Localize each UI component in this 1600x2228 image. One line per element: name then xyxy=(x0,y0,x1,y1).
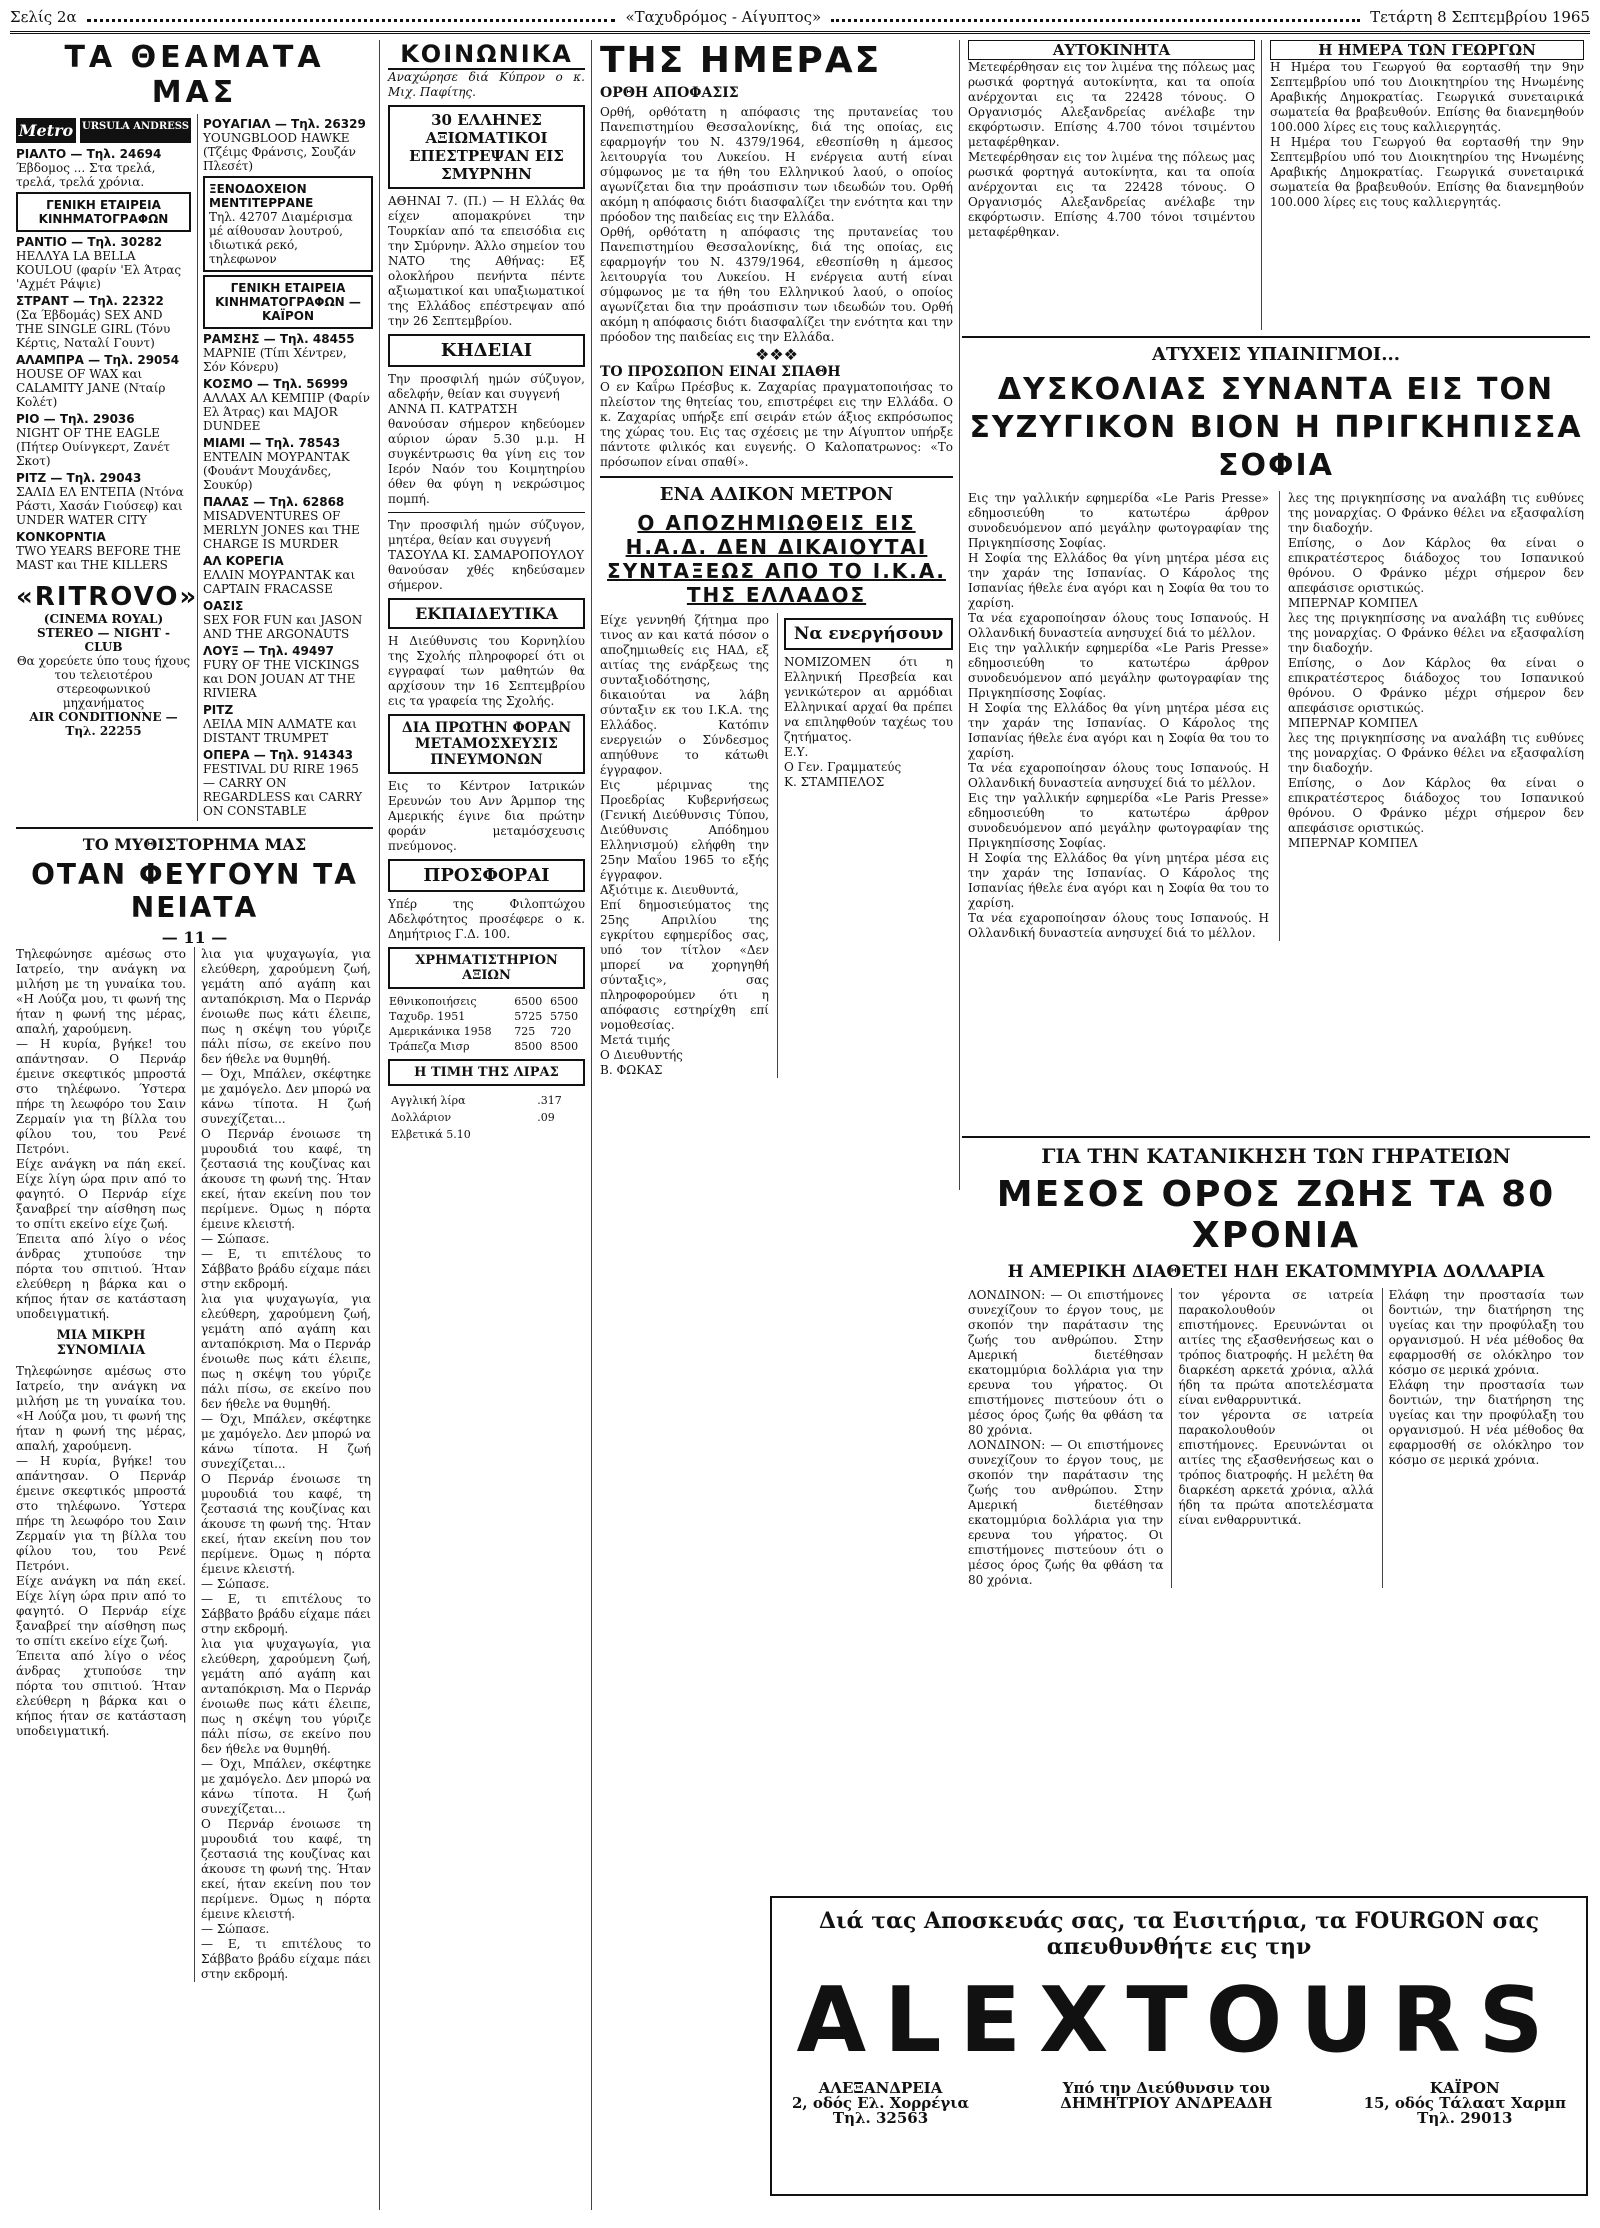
listing: ΡΟΥΑΓΙΑΛ — Τηλ. 26329 YOUNGBLOOD HAWKE (Τζέιμς Φράνσις, Σουζάν Πλεσέτ) xyxy=(203,117,366,173)
old-age-article: ΓΙΑ ΤΗΝ ΚΑΤΑΝΙΚΗΣΗ ΤΩΝ ΓΗΡΑΤΕΙΩΝ ΜΕΣΟΣ ΟΡΟΣ ΖΩΗΣ ΤΑ 80 ΧΡΟΝΙΑ Η ΑΜΕΡΙΚΗ ΔΙΑΘΕΤΕΙ ΗΔΗ ΕΚΑΤΟΜΜΥΡΙΑ ΔΟΛΛΑΡΙΑ ΛΟΝΔΙΝΟΝ: — Οι επιστήμονες συνεχίζουν το έργον τους, με σκοπόν την παράτασιν της ζωής του ανθρώπου. Στην Αμερική διετέθησαν εκατομμύρια δολλάρια για την ερευνα του γήρατος. Οι επιστήμονες πιστεύουν ότι ο μέσος όρος ζωής θα φθάση τα 80 χρόνια. ΛΟΝΔΙΝΟΝ: — Οι επιστήμονες συνεχίζουν το έργον τους, με σκοπόν την παράτασιν της ζωής του ανθρώπου. Στην Αμερική διετέθησαν εκατομμύρια δολλάρια για την ερευνα του γήρατος. Οι επιστήμονες πιστεύουν ότι ο μέσος όρος ζωής θα φθάση τα 80 χρόνια. τον γέροντα σε ιατρεία παρακολουθούν οι επιστήμονες. Ερευνώνται οι αιτίες της εξασθενήσεως και ο τρόπος διατροφής. Η μελέτη θα διαρκέση αρκετά χρόνια, αλλά ήδη τα πρώτα αποτελέσματα είναι ενθαρρυντικά. τον γέροντα σε ιατρεία παρακολουθούν οι επιστήμονες. Ερευνώνται οι αιτίες της εξασθενήσεως και ο τρόπος διατροφής. Η μελέτη θα διαρκέση αρκετά χρόνια, αλλά ήδη τα πρώτα αποτελέσματα είναι ενθαρρυντικά. Ελάφη την προστασία των δοντιών, την διατήρηση της υγείας και την προφύλαξη του οργανισμού. Η νέα μέθοδος θα εφαρμοσθή σε ολόκληρο τον κόσμο σε μερικά χρόνια. Ελάφη την προστασία των δοντιών, την διατήρηση της υγείας και την προφύλαξη του οργανισμού. Η νέα μέθοδος θα εφαρμοσθή σε ολόκληρο τον κόσμο σε μερικά χρόνια. xyxy=(962,1136,1590,1676)
listing: ΣΤΡΑΝΤ — Τηλ. 22322 (Σα Έβδομάς) SEX AND THE SINGLE GIRL (Τόνυ Κέρτις, Ναταλί Γουντ) xyxy=(16,294,171,350)
prosfora-box: ΠΡΟΣΦΟΡΑΙ xyxy=(388,859,585,892)
column-georgiou: Η ΗΜΕΡΑ ΤΩΝ ΓΕΩΡΓΩΝ Η Ημέρα του Γεωργού θα εορτασθή την 9ην Σεπτεμβρίου υπό του Διοικητηρίου της Ηνωμένης Αραβικής Δημοκρατίας. Γεωργικά συνεταιρικά σωματεία θα βραβευθούν. Επίσης θα διανεμηθούν 100.000 λίρες εις τους καλλιεργητάς. Η Ημέρα του Γεωργού θα εορτασθή την 9ην Σεπτεμβρίου υπό του Διοικητηρίου της Ηνωμένης Αραβικής Δημοκρατίας. Γεωργικά συνεταιρικά σωματεία θα βραβευθούν. Επίσης θα διανεμηθούν 100.000 λίρες εις τους καλλιεργητάς. xyxy=(1270,41,1588,209)
listing: ΑΛ ΚΟΡΕΓΙΑ ΕΛΛΙΝ ΜΟΥΡΑΝΤΑΚ και CAPTAIN FRACASSE xyxy=(203,554,356,596)
listing: ΚΟΝΚΟΡΝΤΙΑ TWO YEARS BEFORE THE MAST και THE KILLERS xyxy=(16,530,181,572)
alextours-addresses: ΑΛΕΞΑΝΔΡΕΙΑ 2, οδός Ελ. Χορρέγια Τηλ. 32563 Υπό την Διεύθυνσιν του ΔΗΜΗΤΡΙΟΥ ΑΝΔΡΕΑΔΗ ΚΑΪΡΟΝ 15, οδός Τάλαατ Χαρμπ Τηλ. 29013 xyxy=(792,2079,1566,2127)
table-row: Δολλάριον .09 xyxy=(391,1111,555,1124)
listing: ΡΑΝΤΙΟ — Τηλ. 30282 ΗΕΛΛΥΑ LA BELLA KOULOU (φαρίν 'Ελ Άτρας 'Αχμέτ Ράψιε) xyxy=(16,235,182,291)
table-row: Εθνικοποιήσεις 6500 6500 xyxy=(389,995,579,1008)
novel-title: ΟΤΑΝ ΦΕΥΓΟΥΝ ΤΑ ΝΕΙΑΤΑ xyxy=(31,858,358,924)
hmeras-col-2: Να ενεργήσουν ΝΟΜΙΖΟΜΕΝ ότι η Ελληνική Πρεσβεία και γενικώτερον αι αρμόδιαι Ελληνικαί αρχαί θα πρέπει να επιληφθούν ταχέως του ζητήματος. Ε.Υ. Ο Γεν. Γραμματεύς Κ. ΣΤΑΜΠΕΛΟΣ xyxy=(777,613,953,1078)
listings-left xyxy=(16,114,199,821)
novel-subhead: ΜΙΑ ΜΙΚΡΗ ΣΥΝΟΜΙΛΙΑ xyxy=(56,1328,146,1358)
alextours-logo: ALEXTOURS xyxy=(796,1968,1562,2073)
table-row: Τράπεζα Μισρ 8500 8500 xyxy=(389,1040,579,1053)
divider xyxy=(16,827,373,829)
newspaper-page xyxy=(10,6,1590,2211)
listing: ΡΑΜΣΗΣ — Τηλ. 48455 ΜΑΡΝΙΕ (Τίπι Χέντρεν, Σόν Κόνερυ) xyxy=(203,332,355,374)
table-row: Αμερικάνικα 1958 725 720 xyxy=(389,1025,572,1038)
novel-col-1: Τηλεφώνησε αμέσως στο Ιατρείο, την ανάγκη να μιλήση με τη γυναίκα του. «Η Λούζα μου, τι φωνή της ήταν η φωνή της μέρας, απαλή, χαρούμενη. — Η κυρία, βγήκε! του απάντησαν. Ο Περνάρ έμεινε σκεφτικός μπροστά στο τηλέφωνο. Ύστερα πήρε τη λεωφόρο του Σαιν Ζερμαίν για τη βίλλα του φίλου του, του Ρενέ Πετρόνι. Είχε ανάγκη να πάη εκεί. Είχε λίγη ώρα πριν από το φαγητό. Ο Περνάρ είχε ξαναβρεί την αίσθηση πως το σπίτι εκείνο είχε ζωή. Έπειτα από λίγο ο νέος άνδρας χτυπούσε την πόρτα του σπιτιού. Ήταν ελεύθερη η βάρκα και ο κήπος ήταν σε κατάσταση υποδειγματική. ΜΙΑ ΜΙΚΡΗ ΣΥΝΟΜΙΛΙΑ Τηλεφώνησε αμέσως στο Ιατρείο, την ανάγκη να μιλήση με τη γυναίκα του. «Η Λούζα μου, τι φωνή της ήταν η φωνή της μέρας, απαλή, χαρούμενη. — Η κυρία, βγήκε! του απάντησαν. Ο Περνάρ έμεινε σκεφτικός μπροστά στο τηλέφωνο. Ύστερα πήρε τη λεωφόρο του Σαιν Ζερμαίν για τη βίλλα του φίλου του, του Ρενέ Πετρόνι. Είχε ανάγκη να πάη εκεί. Είχε λίγη ώρα πριν από το φαγητό. Ο Περνάρ είχε ξαναβρεί την αίσθηση πως το σπίτι εκείνο είχε ζωή. Έπειτα από λίγο ο νέος άνδρας χτυπούσε την πόρτα του σπιτιού. Ήταν ελεύθερη η βάρκα και ο κήπος ήταν σε κατάσταση υποδειγματική. xyxy=(16,947,186,1738)
column-hmeras: ΤΗΣ ΗΜΕΡΑΣ ΟΡΘΗ ΑΠΟΦΑΣΙΣ Ορθή, ορθότατη η απόφασις της πρυτανείας του Πανεπιστημίου Θεσσαλονίκης, διά της οποίας, εις εφαρμογήν του Ν. 4379/1964, εθεσπίσθη η άμεσος λειτουργία του Λυκείου. Η ενέργεια αυτή είναι σύμφωνος με τα ήθη του Ελληνικού λαού, ο οποίος αγωνίζεται δια την προάσπισιν των ιδεωδών του. Ορθή ακόμη η απόφασις διότι διασφαλίζει την ενότητα και την πρόοδον της παιδείας εις την Ελλάδα. Ορθή, ορθότατη η απόφασις της πρυτανείας του Πανεπιστημίου Θεσσαλονίκης, διά της οποίας, εις εφαρμογήν του Ν. 4379/1964, εθεσπίσθη η άμεσος λειτουργία του Λυκείου. Η ενέργεια αυτή είναι σύμφωνος με τα ήθη του Ελληνικού λαού, ο οποίος αγωνίζεται δια την προάσπισιν των ιδεωδών του. Ορθή ακόμη η απόφασις διότι διασφαλίζει την ενότητα και την πρόοδον της παιδείας εις την Ελλάδα. ❖❖❖ ΤΟ ΠΡΟΣΩΠΟΝ ΕΙΝΑΙ ΣΠΑΘΗ Ο εν Καΐρω Πρέσβυς κ. Ζαχαρίας πραγματοποιήσας το πλείστον της θητείας του, επιστρέφει εις την Ελλάδα. Ο κ. Ζαχαρίας υπήρξε επί σειράν ετών άξιος εκπρόσωπος της χώρας του. Εις τας σχέσεις με την Αίγυπτον υπήρξε πάντοτε φιλικός και ευγενής. Ο Καλοπατρωνος: «Το πρόσωπον είναι σπαθί». ΕΝΑ ΑΔΙΚΟΝ ΜΕΤΡΟΝ Ο ΑΠΟΖΗΜΙΩΘΕΙΣ ΕΙΣ Η.Α.Δ. ΔΕΝ ΔΙΚΑΙΟΥΤΑΙ ΣΥΝΤΑΞΕΩΣ ΑΠΟ ΤΟ Ι.Κ.Α. ΤΗΣ ΕΛΛΑΔΟΣ Είχε γεννηθή ζήτημα προ τινος αν και κατά πόσον ο αποζημιωθείς εις ΗΑΔ, εξ αιτίας της ενάρξεως της συνταξιοδότησης, δικαιούται να λάβη σύνταξιν εκ του Ι.Κ.Α. της Ελλάδος. Κατόπιν ενεργειών ο Σύνδεσμος απηύθυνε το κάτωθι έγγραφον. Εις μέριμνας της Προεδρίας Κυβερνήσεως (Γενική Διεύθυνσις Τύπου, Διεύθυνσις Απόδημου Ελληνισμού) ελήφθη την 25ην Μαΐου 1965 το εξής έγγραφον. Αξιότιμε κ. Διευθυντά, Επί δημοσιεύματος της 25ης Απριλίου της εγκρίτου εφημερίδος σας, υπό τον τίτλον «Δεν μπορεί να χορηγηθή σύνταξις», σας πληροφορούμεν ότι η απόφασις εστηρίχθη επί νομοθεσίας. Μετά τιμής Ο Διευθυντής Β. ΦΩΚΑΣ Να ενεργήσουν ΝΟΜΙΖΟΜΕΝ ότι η Ελληνική Πρεσβεία και γενικώτερον αι αρμόδιαι Ελληνικαί αρχαί θα πρέπει να επιληφθούν ταχέως του ζητήματος. Ε.Υ. Ο Γεν. Γραμματεύς Κ. ΣΤΑΜΠΕΛΟΣ xyxy=(594,40,960,1190)
hmeras-body: Είχε γεννηθή ζήτημα προ τινος αν και κατά πόσον ο αποζημιωθείς εις ΗΑΔ, εξ αιτίας της ενάρξεως της συνταξιοδότησης, δικαιούται να λάβη σύνταξιν εκ του Ι.Κ.Α. της Ελλάδος. Κατόπιν ενεργειών ο Σύνδεσμος απηύθυνε το κάτωθι έγγραφον. Εις μέριμνας της Προεδρίας Κυβερνήσεως (Γενική Διεύθυνσις Τύπου, Διεύθυνσις Απόδημου Ελληνισμού) ελήφθη την 25ην Μαΐου 1965 το εξής έγγραφον. Αξιότιμε κ. Διευθυντά, Επί δημοσιεύματος της 25ης Απριλίου της εγκρίτου εφημερίδος σας, υπό τον τίτλον «Δεν μπορεί να χορηγηθή σύνταξις», σας πληροφορούμεν ότι η απόφασις εστηρίχθη επί νομοθεσίας. Μετά τιμής Ο Διευθυντής Β. ΦΩΚΑΣ Να ενεργήσουν ΝΟΜΙΖΟΜΕΝ ότι η Ελληνική Πρεσβεία και γενικώτερον αι αρμόδιαι Ελληνικαί αρχαί θα πρέπει να επιληφθούν ταχέως του ζητήματος. Ε.Υ. Ο Γεν. Γραμματεύς Κ. ΣΤΑΜΠΕΛΟΣ xyxy=(600,613,953,1077)
lira-box: Η ΤΙΜΗ ΤΗΣ ΛΙΡΑΣ xyxy=(388,1059,585,1086)
old-age-body: ΛΟΝΔΙΝΟΝ: — Οι επιστήμονες συνεχίζουν το έργον τους, με σκοπόν την παράτασιν της ζωής του ανθρώπου. Στην Αμερική διετέθησαν εκατομμύρια δολλάρια για την ερευνα του γήρατος. Οι επιστήμονες πιστεύουν ότι ο μέσος όρος ζωής θα φθάση τα 80 χρόνια. ΛΟΝΔΙΝΟΝ: — Οι επιστήμονες συνεχίζουν το έργον τους, με σκοπόν την παράτασιν της ζωής του ανθρώπου. Στην Αμερική διετέθησαν εκατομμύρια δολλάρια για την ερευνα του γήρατος. Οι επιστήμονες πιστεύουν ότι ο μέσος όρος ζωής θα φθάση τα 80 χρόνια. τον γέροντα σε ιατρεία παρακολουθούν οι επιστήμονες. Ερευνώνται οι αιτίες της εξασθενήσεως και ο τρόπος διατροφής. Η μελέτη θα διαρκέση αρκετά χρόνια, αλλά ήδη τα πρώτα αποτελέσματα είναι ενθαρρυντικά. τον γέροντα σε ιατρεία παρακολουθούν οι επιστήμονες. Ερευνώνται οι αιτίες της εξασθενήσεως και ο τρόπος διατροφής. Η μελέτη θα διαρκέση αρκετά χρόνια, αλλά ήδη τα πρώτα αποτελέσματα είναι ενθαρρυντικά. Ελάφη την προστασία των δοντιών, την διατήρηση της υγείας και την προφύλαξη του οργανισμού. Η νέα μέθοδος θα εφαρμοσθή σε ολόκληρο τον κόσμο σε μερικά χρόνια. Ελάφη την προστασία των δοντιών, την διατήρηση της υγείας και την προφύλαξη του οργανισμού. Η νέα μέθοδος θα εφαρμοσθή σε ολόκληρο τον κόσμο σε μερικά χρόνια. xyxy=(968,1288,1588,1587)
listing: ΑΛΑΜΠΡΑ — Τηλ. 29054 HOUSE OF WAX και CALAMITY JANE (Νταίρ Κολέτ) xyxy=(16,353,180,409)
theamata-title: ΤΑ ΘΕΑΜΑΤΑ ΜΑΣ xyxy=(64,40,325,110)
listing: ΡΙΤΖ — Τηλ. 29043 ΣΑΛΙΔ ΕΛ ΕΝΤΕΠΑ (Ντόνα Ράστι, Χασάν Γιούσεφ) και UNDER WATER CITY xyxy=(16,471,184,527)
table-row: Ταχυδρ. 1951 5725 5750 xyxy=(389,1010,579,1023)
listings-wrap xyxy=(16,114,373,821)
column-theamata xyxy=(10,40,380,2210)
hmeras-title: ΤΗΣ ΗΜΕΡΑΣ xyxy=(600,40,882,81)
koinonika-title: ΚΟΙΝΩΝΙΚΑ xyxy=(388,40,585,70)
listing: ΟΠΕΡΑ — Τηλ. 914343 FESTIVAL DU RIRE 1965 — CARRY ON REGARDLESS και CARRY ON CONSTABLE xyxy=(203,748,363,818)
page-header xyxy=(10,6,1590,34)
masthead: «Ταχυδρόμος - Αίγυπτος» xyxy=(625,8,822,26)
bourse-table xyxy=(388,994,585,1054)
listing: ΚΟΣΜΟ — Τηλ. 56999 ΑΛΛΑΧ ΑΛ ΚΕΜΠΙΡ (Φαρίν Ελ Άτρας) και MAJOR DUNDEE xyxy=(203,377,370,433)
column-koinonika: ΚΟΙΝΩΝΙΚΑ Αναχώρησε διά Κύπρον ο κ. Μιχ. Παφίτης. 30 ΕΛΛΗΝΕΣ ΑΞΙΩΜΑΤΙΚΟΙ ΕΠΕΣΤΡΕΨΑΝ ΕΙΣ ΣΜΥΡΝΗΝ ΑΘΗΝΑΙ 7. (Π.) — Η Ελλάς θα είχεν απομακρύνει την Τουρκίαν από τα επεισόδια εις την Σμύρνην. Άλλο σημείον του ΝΑΤΟ της Αθήνας: Εξ ολοκλήρου πενήντα πέντε αξιωματικοί και υπαξιωματικοί της Ελλάδος επέστρεψαν από την 26 Σεπτεμβρίου. ΚΗΔΕΙΑΙ Την προσφιλή ημών σύζυγον, αδελφήν, θείαν και συγγενή ΑΝΝΑ Π. ΚΑΤΡΑΤΣΗ θανούσαν σήμερον κηδεύομεν αύριον ώραν 5.30 μ.μ. Η συγκέντρωσις θα γίνη εις τον Ιερόν Ναόν του Κοιμητηρίου όθεν θα φύγη η νεκρώσιμος πομπή. Την προσφιλή ημών σύζυγον, μητέρα, θείαν και συγγενή ΤΑΣΟΥΛΑ ΚΙ. ΣΑΜΑΡΟΠΟΥΛΟΥ θανούσαν χθές κηδεύσαμεν σήμερον. ΕΚΠΑΙΔΕΥΤΙΚΑ Η Διεύθυνσις του Κορνηλίου της Σχολής πληροφορεί ότι οι εγγραφαί των μαθητών θα αρχίσουν την 16 Σεπτεμβρίου εις τα γραφεία της Σχολής. ΔΙΑ ΠΡΩΤΗΝ ΦΟΡΑΝ ΜΕΤΑΜΟΣΧΕΥΣΙΣ ΠΝΕΥΜΟΝΩΝ Εις το Κέντρον Ιατρικών Ερευνών του Ανν Άρμπορ της Αμερικής έγινε δια πρώτην φοράν μεταμόσχευσις πνεύμονος. ΠΡΟΣΦΟΡΑΙ Υπέρ της Φιλοπτώχου Αδελφότητος προσέφερε ο κ. Δημήτριος Γ.Δ. 100. ΧΡΗΜΑΤΙΣΤΗΡΙΟΝ ΑΞΙΩΝ Εθνικοποιήσεις 6500 6500 Ταχυδρ. 1951 5725 5750 Αμερικάνικα 1958 725 720 Τράπεζα Μισρ 8500 8500 Η ΤΙΜΗ ΤΗΣ ΛΙΡΑΣ Αγγλική λίρα .317 Δολλάριον .09 Ελβετικά 5.10 xyxy=(382,40,592,2210)
officers-box: 30 ΕΛΛΗΝΕΣ ΑΞΙΩΜΑΤΙΚΟΙ ΕΠΕΣΤΡΕΨΑΝ ΕΙΣ ΣΜΥΡΝΗΝ xyxy=(388,105,585,189)
listing: ΛΟΥΞ — Τηλ. 49497 FURY OF THE VICKINGS και DON JOUAN AT THE RIVIERA xyxy=(203,644,360,700)
listing: ΡΙΑΛΤΟ — Τηλ. 24694 Έβδομος ... Στα τρελά, τρελά, τρελά χρόνια. xyxy=(16,147,162,189)
listing: ΡΙΟ — Τηλ. 29036 NIGHT OF THE EAGLE (Πήτερ Ουίνγκερτ, Ζανέτ Σκοτ) xyxy=(16,412,170,468)
pneumonon-box: ΔΙΑ ΠΡΩΤΗΝ ΦΟΡΑΝ ΜΕΤΑΜΟΣΧΕΥΣΙΣ ΠΝΕΥΜΟΝΩΝ xyxy=(388,714,585,774)
divider xyxy=(600,476,953,478)
listing-company: ΓΕΝΙΚΗ ΕΤΑΙΡΕΙΑ ΚΙΝΗΜΑΤΟΓΡΑΦΩΝ xyxy=(16,192,191,232)
table-row: Ελβετικά 5.10 xyxy=(391,1128,471,1141)
hotel-ad: ΞΕΝΟΔΟΧΕΙΟΝ ΜΕΝΤΙΤΕΡΡΑΝΕ Τηλ. 42707 Διαμέρισμα μέ αίθουσαν λουτρού, ιδιωτικά ρεκό, τηλεφωνον xyxy=(203,176,373,272)
kideiai-box: ΚΗΔΕΙΑΙ xyxy=(388,334,585,367)
page-number: Σελίς 2α xyxy=(10,8,77,26)
ornament: ❖❖❖ xyxy=(754,345,799,364)
poster-badge: URSULA ANDRESS xyxy=(80,118,191,143)
issue-date: Τετάρτη 8 Σεπτεμβρίου 1965 xyxy=(1370,8,1591,26)
column-autokinita: ΑΥΤΟΚΙΝΗΤΑ Μετεφέρθησαν εις τον λιμένα της πόλεως μας ρωσικά φορτηγά αυτοκίνητα, και τα οποία ανέρχονται εις τα 22428 τόνους. Ο Οργανισμός Αλεξανδρείας ανέλαβε την εκφόρτωσιν. Επίσης 4.700 τόνοι τσιμέντου μεταφέρθηκαν. Μετεφέρθησαν εις τον λιμένα της πόλεως μας ρωσικά φορτηγά αυτοκίνητα, και τα οποία ανέρχονται εις τα 22428 τόνους. Ο Οργανισμός Αλεξανδρείας ανέλαβε την εκφόρτωσιν. Επίσης 4.700 τόνοι τσιμέντου μεταφέρθηκαν. xyxy=(962,40,1262,330)
listings-right xyxy=(197,114,373,821)
sofia-article: ΑΤΥΧΕΙΣ ΥΠΑΙΝΙΓΜΟΙ... ΔΥΣΚΟΛΙΑΣ ΣΥΝΑΝΤΑ ΕΙΣ ΤΟΝ ΣΥΖΥΓΙΚΟΝ ΒΙΟΝ Η ΠΡΙΓΚΗΠΙΣΣΑ ΣΟΦΙΑ Εις την γαλλικήν εφημερίδα «Le Paris Presse» εδημοσιεύθη το κατωτέρω άρθρον συνοδευόμενον από μεγάλην φωτογραφίαν της Πριγκηπίσσης Σοφίας. Η Σοφία της Ελλάδος θα γίνη μητέρα μέσα εις την χαράν της Ισπανίας. Ο Κάρολος της Ισπανίας ήθελε ένα αγόρι και η Σοφία θα του το χαρίση. Τα νέα εχαροποίησαν όλους τους Ισπανούς. Η Ολλανδική δυναστεία ανησυχεί διά το μέλλον. Εις την γαλλικήν εφημερίδα «Le Paris Presse» εδημοσιεύθη το κατωτέρω άρθρον συνοδευόμενον από μεγάλην φωτογραφίαν της Πριγκηπίσσης Σοφίας. Η Σοφία της Ελλάδος θα γίνη μητέρα μέσα εις την χαράν της Ισπανίας. Ο Κάρολος της Ισπανίας ήθελε ένα αγόρι και η Σοφία θα του το χαρίση. Τα νέα εχαροποίησαν όλους τους Ισπανούς. Η Ολλανδική δυναστεία ανησυχεί διά το μέλλον. Εις την γαλλικήν εφημερίδα «Le Paris Presse» εδημοσιεύθη το κατωτέρω άρθρον συνοδευόμενον από μεγάλην φωτογραφίαν της Πριγκηπίσσης Σοφίας. Η Σοφία της Ελλάδος θα γίνη μητέρα μέσα εις την χαράν της Ισπανίας. Ο Κάρολος της Ισπανίας ήθελε ένα αγόρι και η Σοφία θα του το χαρίση. Τα νέα εχαροποίησαν όλους τους Ισπανούς. Η Ολλανδική δυναστεία ανησυχεί διά το μέλλον. λες της πριγκηπίσσης να αναλάβη τις ευθύνες της μοναρχίας. Ο Φράνκο θέλει να εξασφαλίση την διαδοχήν. Επίσης, ο Δον Κάρλος θα είναι ο επικρατέστερος διάδοχος του Ισπανικού θρόνου. Ο Φράνκο μέχρι σήμερον δεν απεφάσισε οριστικώς. ΜΠΕΡΝΑΡ ΚΟΜΠΕΛ λες της πριγκηπίσσης να αναλάβη τις ευθύνες της μοναρχίας. Ο Φράνκο θέλει να εξασφαλίση την διαδοχήν. Επίσης, ο Δον Κάρλος θα είναι ο επικρατέστερος διάδοχος του Ισπανικού θρόνου. Ο Φράνκο μέχρι σήμερον δεν απεφάσισε οριστικώς. ΜΠΕΡΝΑΡ ΚΟΜΠΕΛ λες της πριγκηπίσσης να αναλάβη τις ευθύνες της μοναρχίας. Ο Φράνκο θέλει να εξασφαλίση την διαδοχήν. Επίσης, ο Δον Κάρλος θα είναι ο επικρατέστερος διάδοχος του Ισπανικού θρόνου. Ο Φράνκο μέχρι σήμερον δεν απεφάσισε οριστικώς. ΜΠΕΡΝΑΡ ΚΟΜΠΕΛ xyxy=(962,336,1590,1126)
header-rule xyxy=(831,13,1360,22)
table-row: Αγγλική λίρα .317 xyxy=(391,1094,562,1107)
divider xyxy=(388,512,585,513)
logo-row xyxy=(16,118,191,143)
sofia-body: Εις την γαλλικήν εφημερίδα «Le Paris Presse» εδημοσιεύθη το κατωτέρω άρθρον συνοδευόμενον από μεγάλην φωτογραφίαν της Πριγκηπίσσης Σοφίας. Η Σοφία της Ελλάδος θα γίνη μητέρα μέσα εις την χαράν της Ισπανίας. Ο Κάρολος της Ισπανίας ήθελε ένα αγόρι και η Σοφία θα του το χαρίση. Τα νέα εχαροποίησαν όλους τους Ισπανούς. Η Ολλανδική δυναστεία ανησυχεί διά το μέλλον. Εις την γαλλικήν εφημερίδα «Le Paris Presse» εδημοσιεύθη το κατωτέρω άρθρον συνοδευόμενον από μεγάλην φωτογραφίαν της Πριγκηπίσσης Σοφίας. Η Σοφία της Ελλάδος θα γίνη μητέρα μέσα εις την χαράν της Ισπανίας. Ο Κάρολος της Ισπανίας ήθελε ένα αγόρι και η Σοφία θα του το χαρίση. Τα νέα εχαροποίησαν όλους τους Ισπανούς. Η Ολλανδική δυναστεία ανησυχεί διά το μέλλον. Εις την γαλλικήν εφημερίδα «Le Paris Presse» εδημοσιεύθη το κατωτέρω άρθρον συνοδευόμενον από μεγάλην φωτογραφίαν της Πριγκηπίσσης Σοφίας. Η Σοφία της Ελλάδος θα γίνη μητέρα μέσα εις την χαράν της Ισπανίας. Ο Κάρολος της Ισπανίας ήθελε ένα αγόρι και η Σοφία θα του το χαρίση. Τα νέα εχαροποίησαν όλους τους Ισπανούς. Η Ολλανδική δυναστεία ανησυχεί διά το μέλλον. λες της πριγκηπίσσης να αναλάβη τις ευθύνες της μοναρχίας. Ο Φράνκο θέλει να εξασφαλίση την διαδοχήν. Επίσης, ο Δον Κάρλος θα είναι ο επικρατέστερος διάδοχος του Ισπανικού θρόνου. Ο Φράνκο μέχρι σήμερον δεν απεφάσισε οριστικώς. ΜΠΕΡΝΑΡ ΚΟΜΠΕΛ λες της πριγκηπίσσης να αναλάβη τις ευθύνες της μοναρχίας. Ο Φράνκο θέλει να εξασφαλίση την διαδοχήν. Επίσης, ο Δον Κάρλος θα είναι ο επικρατέστερος διάδοχος του Ισπανικού θρόνου. Ο Φράνκο μέχρι σήμερον δεν απεφάσισε οριστικώς. ΜΠΕΡΝΑΡ ΚΟΜΠΕΛ λες της πριγκηπίσσης να αναλάβη τις ευθύνες της μοναρχίας. Ο Φράνκο θέλει να εξασφαλίση την διαδοχήν. Επίσης, ο Δον Κάρλος θα είναι ο επικρατέστερος διάδοχος του Ισπανικού θρόνου. Ο Φράνκο μέχρι σήμερον δεν απεφάσισε οριστικώς. ΜΠΕΡΝΑΡ ΚΟΜΠΕΛ xyxy=(968,491,1584,940)
listing-company: ΓΕΝΙΚΗ ΕΤΑΙΡΕΙΑ ΚΙΝΗΜΑΤΟΓΡΑΦΩΝ — ΚΑΪΡΟΝ xyxy=(203,275,373,329)
alextours-ad: Διά τας Αποσκευάς σας, τα Εισιτήρια, τα FOURGON σας απευθυνθήτε εις την ALEXTOURS ΑΛΕΞΑΝΔΡΕΙΑ 2, οδός Ελ. Χορρέγια Τηλ. 32563 Υπό την Διεύθυνσιν του ΔΗΜΗΤΡΙΟΥ ΑΝΔΡΕΑΔΗ ΚΑΪΡΟΝ 15, οδός Τάλαατ Χαρμπ Τηλ. 29013 xyxy=(770,1896,1588,2196)
listing: ΡΙΤΖ ΛΕΙΛΑ ΜΙΝ ΑΛΜΑΤΕ και DISTANT TRUMPET xyxy=(203,703,357,745)
bourse-box: ΧΡΗΜΑΤΙΣΤΗΡΙΟΝ ΑΞΙΩΝ xyxy=(388,947,585,989)
ritrovo-ad: «RITROVO» (CINEMA ROYAL) STEREO — NIGHT - CLUB Θα χορεύετε ύπο τους ήχους του τελειοτέρου στερεοφωνικού μηχανήματος AIR CONDITIONNE — Τηλ. 22255 xyxy=(16,582,199,738)
novel-number: — 11 — xyxy=(161,928,228,947)
ekpaideutika-box: ΕΚΠΑΙΔΕΥΤΙΚΑ xyxy=(388,598,585,629)
listing: ΟΑΣΙΣ SEX FOR FUN και JASON AND THE ARGONAUTS xyxy=(203,599,363,641)
metro-logo: Metro xyxy=(16,118,76,143)
header-rule xyxy=(87,13,616,22)
lira-table xyxy=(388,1091,585,1144)
novel-body xyxy=(16,947,373,1982)
novel-kicker: ΤΟ ΜΥΘΙΣΤΟΡΗΜΑ ΜΑΣ xyxy=(82,835,307,854)
listing: ΠΑΛΑΣ — Τηλ. 62868 MISADVENTURES OF MERLYN JONES και THE CHARGE IS MURDER xyxy=(203,495,360,551)
listing: ΜΙΑΜΙ — Τηλ. 78543 ΕΝΤΕΛΙΝ ΜΟΥΡΑΝΤΑΚ (Φουάντ Μουχάνδες, Σουκύρ) xyxy=(203,436,350,492)
novel-col-2: λια για ψυχαγωγία, για ελεύθερη, χαρούμενη ζωή, γεμάτη από αγάπη και ανταπόκριση. Μα ο Περνάρ ένοιωθε πως κάτι έλειπε, πως η σκέψη του γύριζε πάλι πίσω, σε εκείνο που δεν ήθελε να θυμηθή. — Όχι, Μπάλεν, σκέφτηκε με χαμόγελο. Δεν μπορώ να κάνω τίποτα. Η ζωή συνεχίζεται... Ο Περνάρ ένοιωσε τη μυρουδιά του καφέ, τη ζεστασιά της κουζίνας και άκουσε τη φωνή της. Ήταν εκεί, ήταν εκείνη που τον περίμενε. Όμως η πόρτα έμεινε κλειστή. — Σώπασε. — Ε, τι επιτέλους το Σάββατο βράδυ είχαμε πάει στην εκδρομή. λια για ψυχαγωγία, για ελεύθερη, χαρούμενη ζωή, γεμάτη από αγάπη και ανταπόκριση. Μα ο Περνάρ ένοιωθε πως κάτι έλειπε, πως η σκέψη του γύριζε πάλι πίσω, σε εκείνο που δεν ήθελε να θυμηθή. — Όχι, Μπάλεν, σκέφτηκε με χαμόγελο. Δεν μπορώ να κάνω τίποτα. Η ζωή συνεχίζεται... Ο Περνάρ ένοιωσε τη μυρουδιά του καφέ, τη ζεστασιά της κουζίνας και άκουσε τη φωνή της. Ήταν εκεί, ήταν εκείνη που τον περίμενε. Όμως η πόρτα έμεινε κλειστή. — Σώπασε. — Ε, τι επιτέλους το Σάββατο βράδυ είχαμε πάει στην εκδρομή. λια για ψυχαγωγία, για ελεύθερη, χαρούμενη ζωή, γεμάτη από αγάπη και ανταπόκριση. Μα ο Περνάρ ένοιωθε πως κάτι έλειπε, πως η σκέψη του γύριζε πάλι πίσω, σε εκείνο που δεν ήθελε να θυμηθή. — Όχι, Μπάλεν, σκέφτηκε με χαμόγελο. Δεν μπορώ να κάνω τίποτα. Η ζωή συνεχίζεται... Ο Περνάρ ένοιωσε τη μυρουδιά του καφέ, τη ζεστασιά της κουζίνας και άκουσε τη φωνή της. Ήταν εκεί, ήταν εκείνη που τον περίμενε. Όμως η πόρτα έμεινε κλειστή. — Σώπασε. — Ε, τι επιτέλους το Σάββατο βράδυ είχαμε πάει στην εκδρομή. xyxy=(194,947,371,1982)
